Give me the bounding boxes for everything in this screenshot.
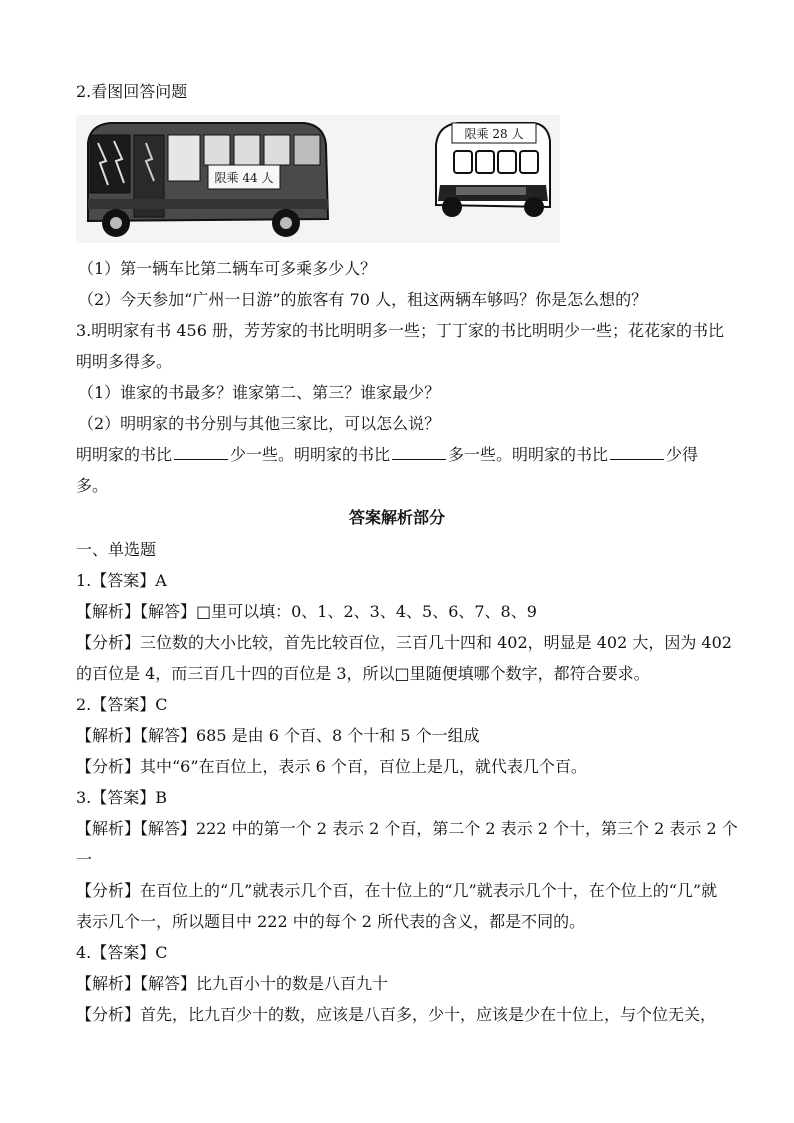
answer-3-jiexi-2: 一 [76,850,93,869]
answers-heading: 答案解析部分 [348,508,445,527]
answer-2-jiexi: 【解析】【解答】685 是由 6 个百、8 个十和 5 个一组成 [76,726,480,745]
q3-line2: 明明多得多。 [76,352,173,371]
q2-sub1: （1）第一辆车比第二辆车可多乘多少人？ [78,259,377,278]
answer-1: 1.【答案】A [76,571,167,590]
answer-2: 2.【答案】C [76,695,168,714]
fill-blank-1[interactable] [174,445,228,460]
q3-fill-line [76,445,698,465]
q3-sub1: （1）谁家的书最多？谁家第二、第三？谁家最少？ [78,383,441,402]
fill-text-a: 明明家的书比 [76,445,173,464]
bus1-capacity-label: 限乘 44 人 [214,171,274,185]
answer-3: 3.【答案】B [76,788,168,807]
q3-line1: 3.明明家有书 456 册，芳芳家的书比明明多一些；丁丁家的书比明明少一些；花花家的书比 [76,321,724,340]
answer-3-jiexi-1: 【解析】【解答】222 中的第一个 2 表示 2 个百，第二个 2 表示 2 个十，第三个 2 表示 2 个 [76,819,738,838]
answer-4-jiexi: 【解析】【解答】比九百小十的数是八百九十 [76,974,389,993]
q3-fill-line-end: 多。 [76,476,109,495]
q2-title: 2.看图回答问题 [76,82,188,101]
bus2-capacity-label: 限乘 28 人 [464,127,524,141]
bus-figure [76,115,560,243]
q2-sub2: （2）今天参加“广州一日游”的旅客有 70 人，租这两辆车够吗？你是怎么想的？ [78,290,648,309]
answer-3-fenxi-2: 表示几个一，所以题目中 222 中的每个 2 所代表的含义，都是不同的。 [76,912,586,931]
fill-blank-2[interactable] [392,445,446,460]
fill-text-b: 少一些。明明家的书比 [230,445,391,464]
answer-2-fenxi: 【分析】其中“6”在百位上，表示 6 个百，百位上是几，就代表几个百。 [76,757,587,776]
q3-sub2: （2）明明家的书分别与其他三家比，可以怎么说？ [78,414,441,433]
fill-text-c: 多一些。明明家的书比 [448,445,609,464]
section-title: 一、单选题 [76,540,157,559]
answer-1-jiexi: 【解析】【解答】□里可以填：0、1、2、3、4、5、6、7、8、9 [76,602,537,621]
answer-3-fenxi-1: 【分析】在百位上的“几”就表示几个百，在十位上的“几”就表示几个十，在个位上的“几”就 [76,881,718,900]
fill-text-d: 少得 [666,445,699,464]
large-bus-image [88,123,328,237]
answer-4: 4.【答案】C [76,943,168,962]
small-van-image [436,123,550,217]
answer-1-fenxi-1: 【分析】三位数的大小比较，首先比较百位，三百几十四和 402，明显是 402 大，因为 402 [76,633,732,652]
answer-1-fenxi-2: 的百位是 4，而三百几十四的百位是 3，所以□里随便填哪个数字，都符合要求。 [76,664,650,683]
answer-4-fenxi: 【分析】首先，比九百少十的数，应该是八百多，少十，应该是少在十位上，与个位无关， [76,1005,717,1024]
fill-blank-3[interactable] [610,445,664,460]
